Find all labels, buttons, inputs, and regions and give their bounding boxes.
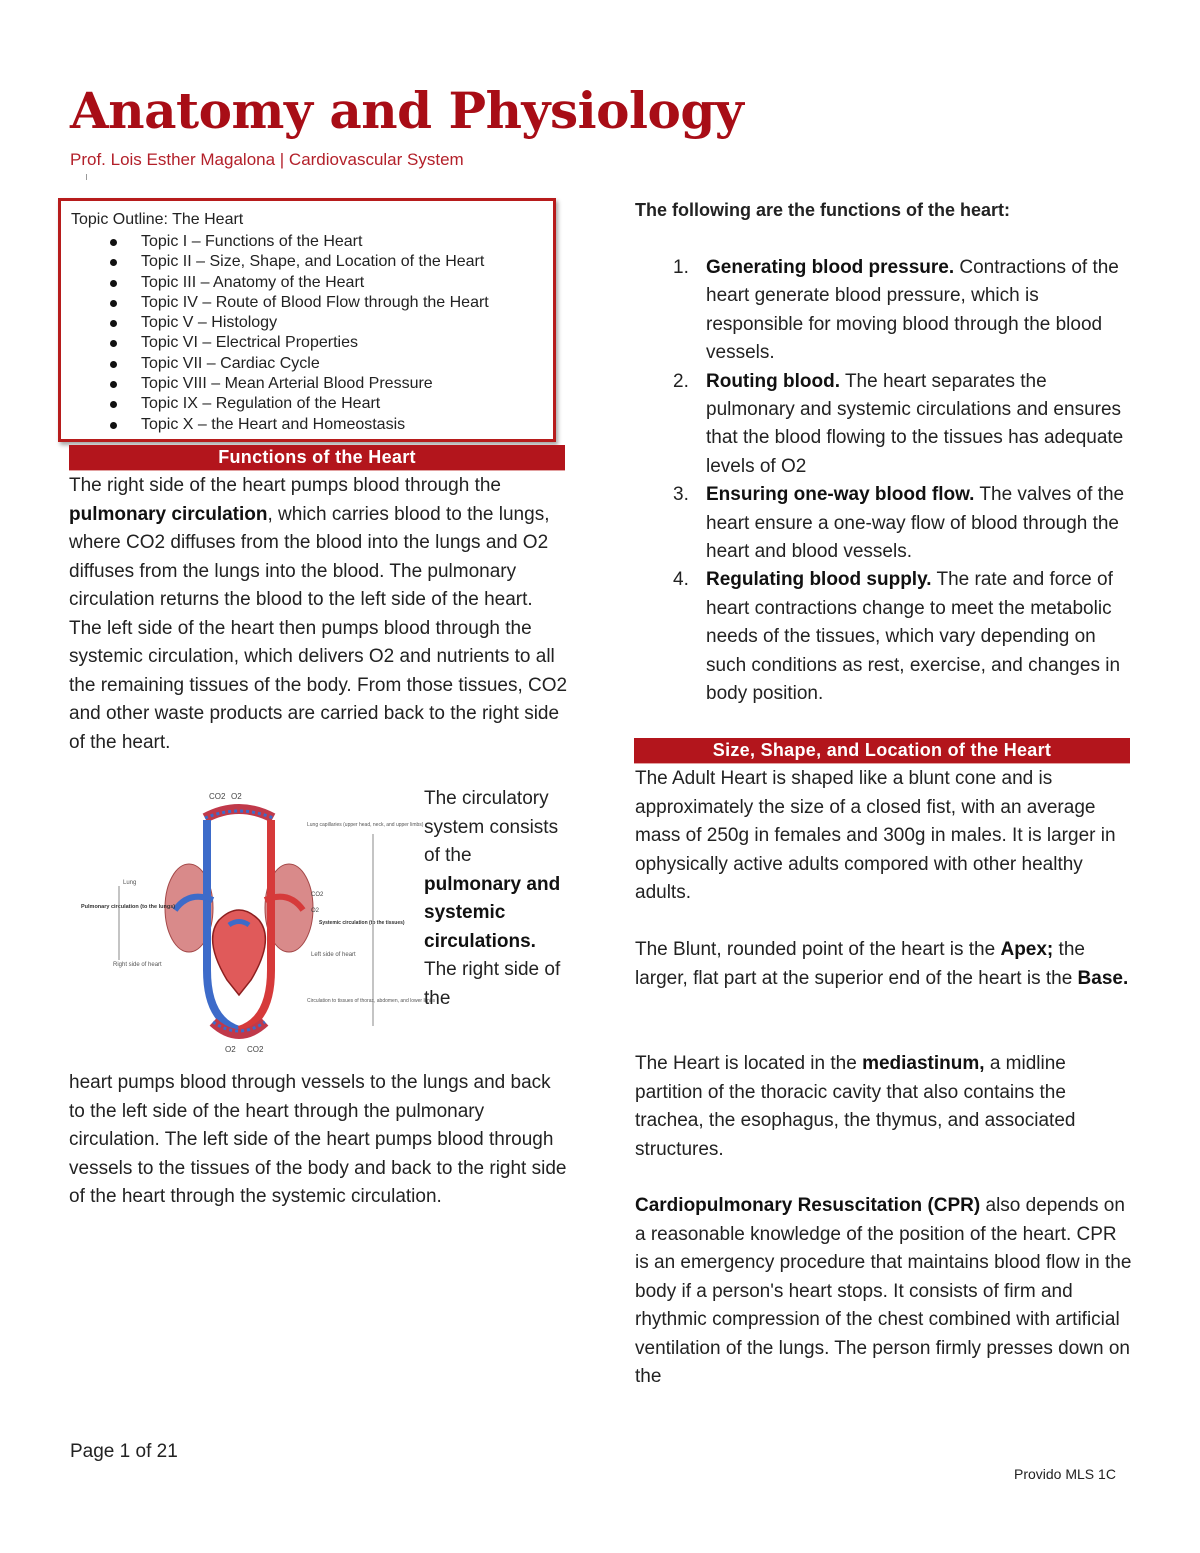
diagram-label-upper-capillaries: Lung capillaries (upper head, neck, and upper limbs) [307,822,424,828]
diagram-label-pulmonary: Pulmonary circulation (to the lungs) [81,904,176,910]
functions-paragraph-3: heart pumps blood through vessels to the lungs and back to the left side of the heart through the pulmonary circulation. The left side of the heart pumps blood through vessels to the tissues of the body and back to the right side of the heart through the systemic circulation. [69,1072,567,1207]
function-item: 4. Regulating blood supply. The rate and force of heart contractions change to meet the metabolic needs of the tissues, which vary depending on such conditions as rest, exercise, and changes in body position. [673,569,1121,705]
functions-list-heading: The following are the functions of the heart: [635,200,1011,220]
document-title: Anatomy and Physiology [70,81,744,140]
topic-outline-item: Topic X – the Heart and Homeostasis [61,415,489,435]
topic-outline-item: Topic VIII – Mean Arterial Blood Pressure [61,374,489,394]
topic-outline-item: Topic I – Functions of the Heart [61,232,489,252]
topic-outline-box [58,198,556,442]
functions-paragraph-2: The circulatory system consists of the pulmonary and systemic circulations. The right side of the [424,788,561,1009]
diagram-label-right-o2: O2 [311,908,320,914]
circulatory-system-diagram [79,790,436,1058]
function-item: 1. Generating blood pressure. Contractions of the heart generate blood pressure, which is responsible for moving blood through the blood vessels. [673,257,1119,364]
section-heading-functions: Functions of the Heart [69,445,565,471]
diagram-label-top-co2: CO2 [209,792,226,801]
topic-outline-item: Topic IV – Route of Blood Flow through the Heart [61,293,489,313]
diagram-label-left-heart: Left side of heart [311,952,356,958]
heart-functions-list [635,254,1135,709]
size-paragraph-4: Cardiopulmonary Resuscitation (CPR) also depends on a reasonable knowledge of the position of the heart. CPR is an emergency procedure that maintains blood flow in the body if a person's heart stops. It consists of firm and rhythmic compression of the chest combined with artificial ventilation of the lungs. The person firmly presses down on the [635,1195,1132,1387]
diagram-label-right-heart: Right side of heart [113,962,162,968]
function-item: 3. Ensuring one-way blood flow. The valves of the heart ensure a one-way flow of blood through the heart and blood vessels. [673,484,1125,563]
diagram-label-systemic: Systemic circulation (to the tissues) [319,920,405,926]
topic-outline-item: Topic VII – Cardiac Cycle [61,354,489,374]
divider-mark [86,174,87,180]
topic-outline-item: Topic IX – Regulation of the Heart [61,394,489,414]
document-subtitle: Prof. Lois Esther Magalona | Cardiovascular System [70,150,464,169]
size-paragraph-1: The Adult Heart is shaped like a blunt cone and is approximately the size of a closed fist, with an average mass of 250g in females and 300g in males. It is larger in ophysically active adults compored with other healthy adults. [635,768,1116,903]
topic-outline-item: Topic III – Anatomy of the Heart [61,273,489,293]
diagram-label-lower-circulation: Circulation to tissues of thorax, abdomen, and lower limbs [307,998,436,1004]
topic-outline-item: Topic V – Histology [61,313,489,333]
footer-credit: Provido MLS 1C [1014,1466,1116,1482]
diagram-label-bottom-co2: CO2 [247,1045,264,1054]
topic-outline-item: Topic II – Size, Shape, and Location of the Heart [61,252,489,272]
upper-capillary-bed [205,809,273,818]
section-heading-size: Size, Shape, and Location of the Heart [634,738,1130,764]
diagram-label-right-co2: CO2 [311,892,324,898]
diagram-label-lung: Lung [123,880,137,886]
topic-outline-item: Topic VI – Electrical Properties [61,333,489,353]
size-paragraph-2: The Blunt, rounded point of the heart is the Apex; the larger, flat part at the superior end of the heart is the Base. [635,939,1129,989]
diagram-label-bottom-o2: O2 [225,1045,236,1054]
size-paragraph-3: The Heart is located in the mediastinum, a midline partition of the thoracic cavity that also contains the trachea, the esophagus, the thymus, and associated structures. [635,1053,1076,1160]
functions-paragraph-1: The right side of the heart pumps blood through the pulmonary circulation, which carries blood to the lungs, where CO2 diffuses from the blood into the lungs and O2 diffuses from the lungs into the blood. The pulmonary circulation returns the blood to the left side of the heart. The left side of the heart then pumps blood through the systemic circulation, which delivers O2 and nutrients to all the remaining tissues of the body. From those tissues, CO2 and other waste products are carried back to the right side of the heart. [69,475,568,753]
page-number: Page 1 of 21 [70,1441,178,1462]
topic-outline-list [61,232,489,435]
topic-outline-title: Topic Outline: The Heart [71,211,244,228]
function-item: 2. Routing blood. The heart separates the pulmonary and systemic circulations and ensures that the blood flowing to the tissues has adequate levels of O2 [673,370,1124,477]
diagram-label-top-o2: O2 [231,792,242,801]
